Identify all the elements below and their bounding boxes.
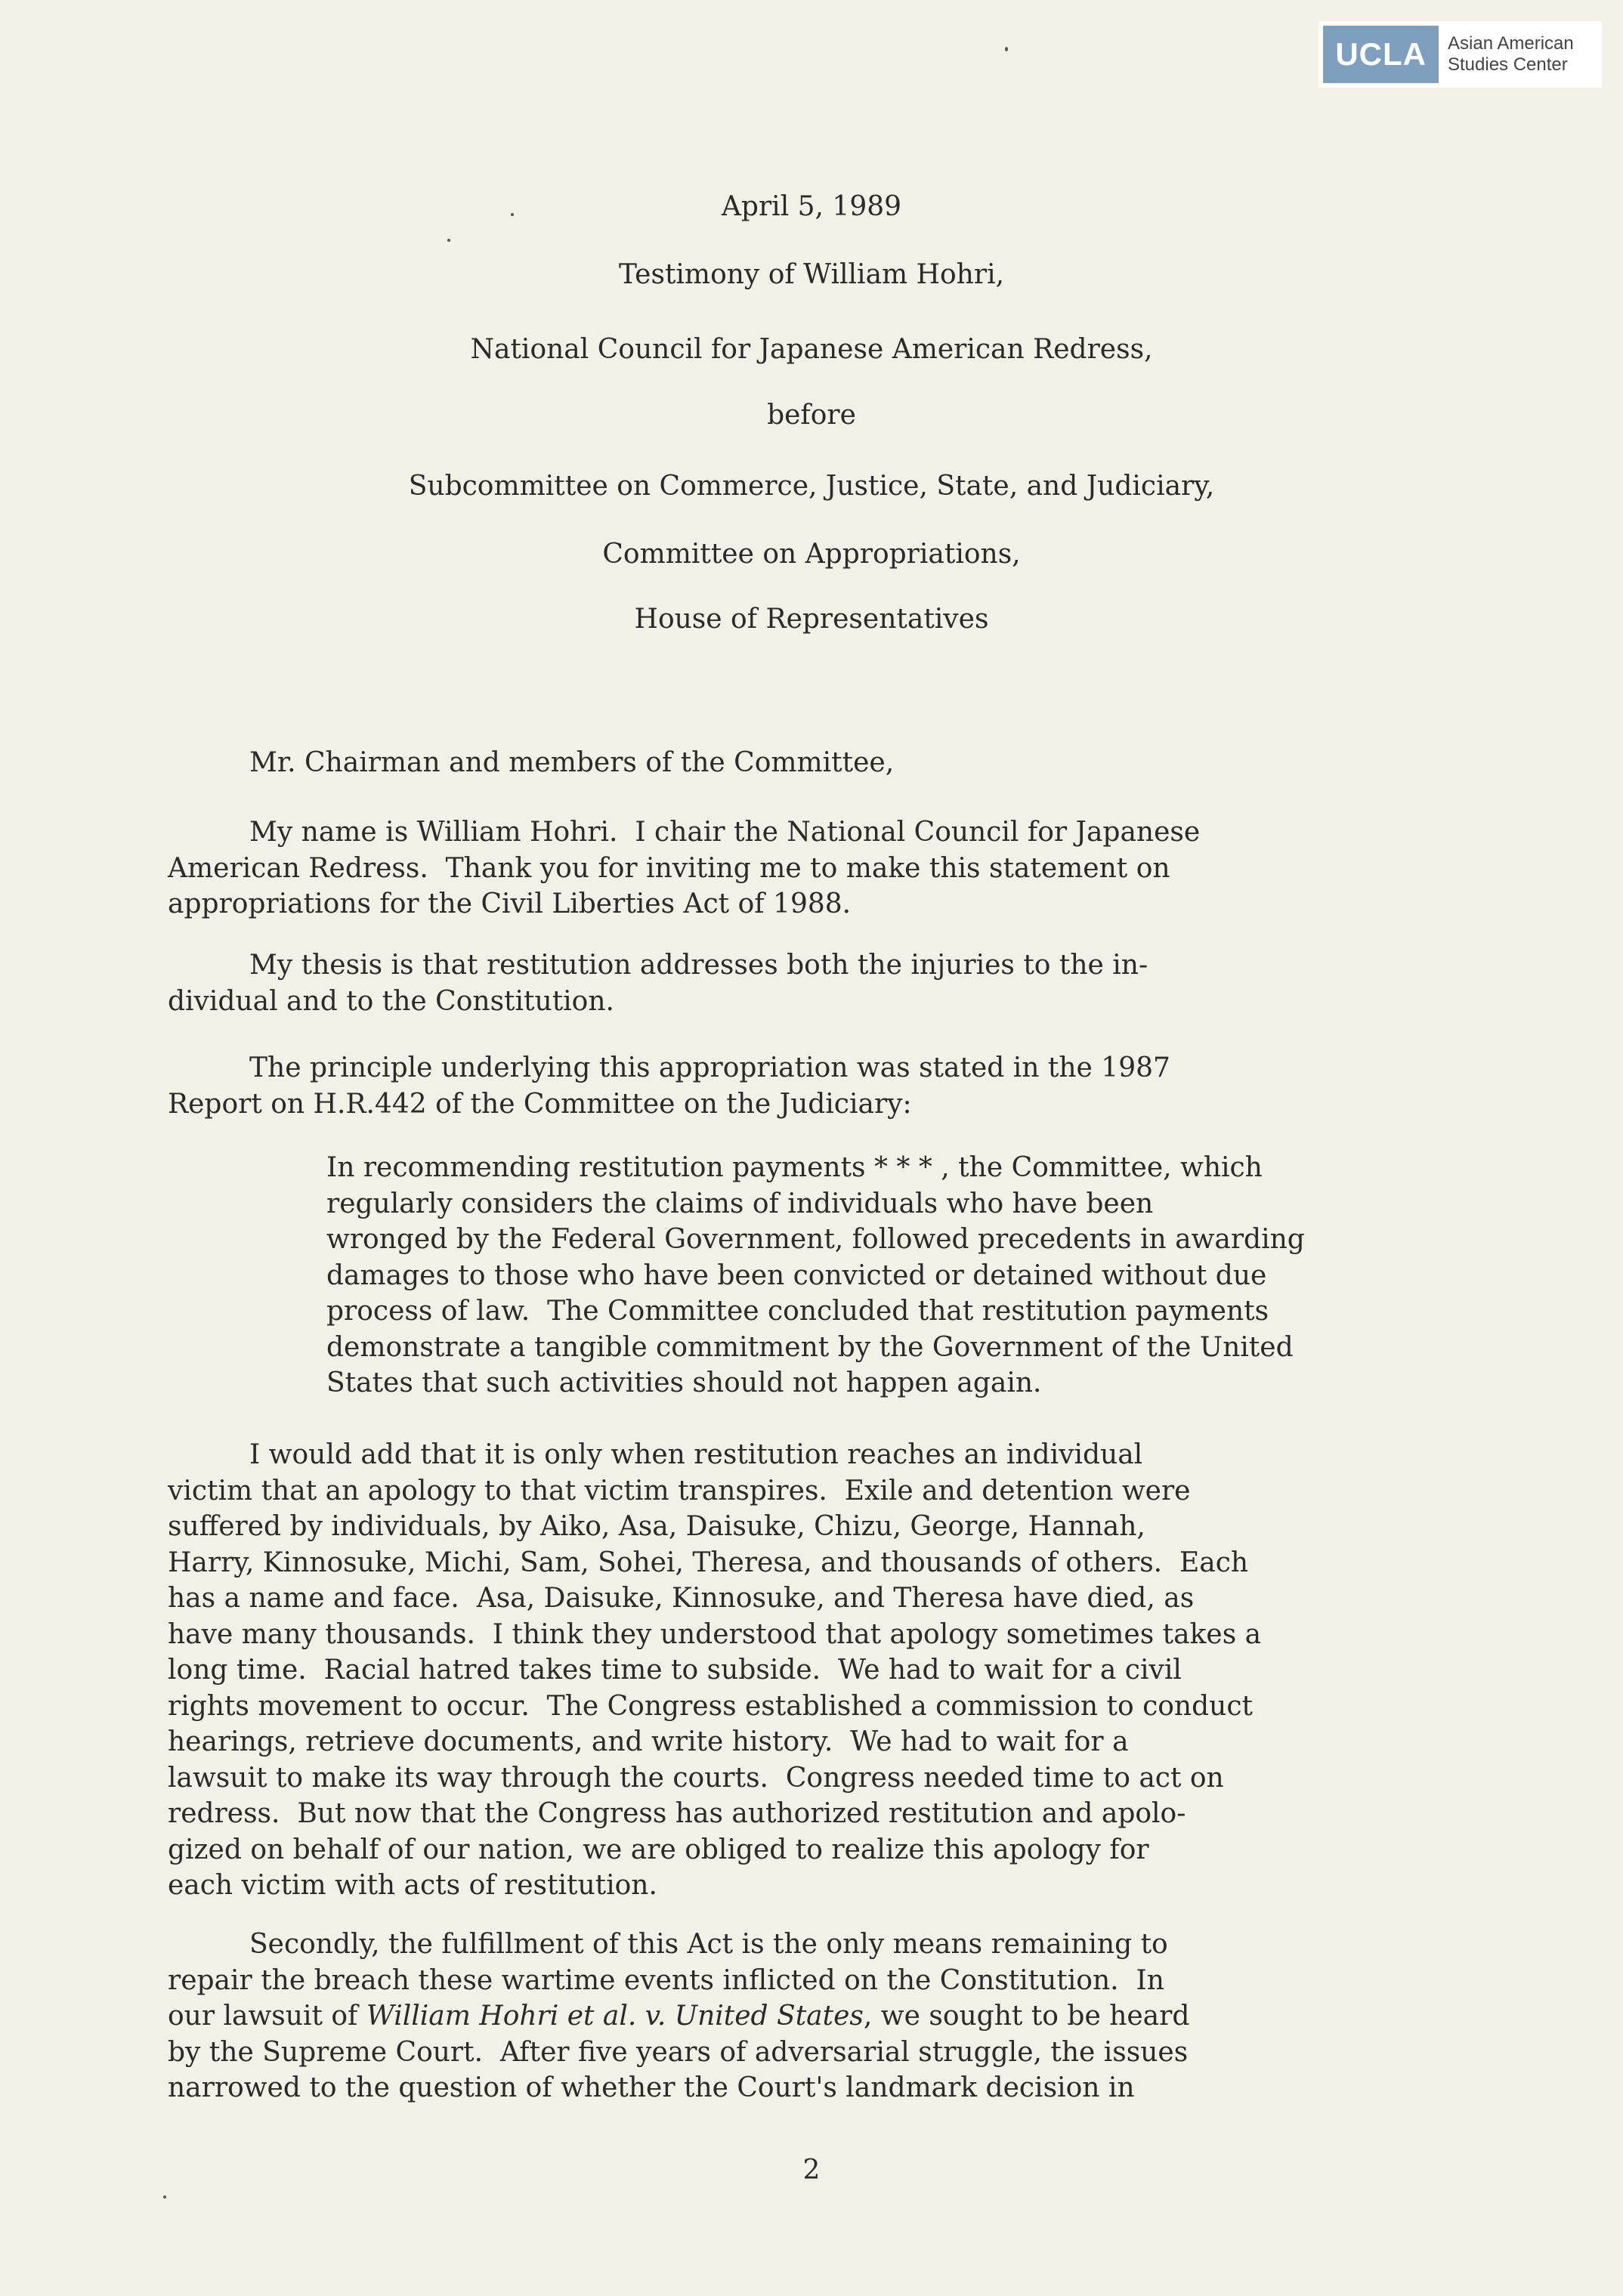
ucla-aasc-badge — [1318, 21, 1602, 88]
committee-line: Committee on Appropriations, — [602, 539, 1021, 570]
organization-line: National Council for Japanese American Redress, — [470, 334, 1153, 365]
paragraph-constitution: Secondly, the fulfillment of this Act is the only means remaining to repair the breach these wartime events inflicted on the Constitution. In our lawsuit of William Hohri et al. v. United States, we sought to be heard by the Supreme Court. After five years of adversarial struggle, the issues narrowed to the question of whether the Court's landmark decision in — [168, 1929, 1190, 2103]
subcommittee-line: Subcommittee on Commerce, Justice, State, and Judiciary, — [408, 471, 1215, 502]
house-line: House of Representatives — [634, 604, 989, 635]
paper-speck — [511, 213, 514, 216]
committee-report-quote: In recommending restitution payments * * * , the Committee, which regularly considers the claims of individuals who have been wronged by the Federal Government, followed precedents in awarding damages to those who have been convicted or detained without due process of law. The Committee concluded that restitution payments demonstrate a tangible commitment by the Government of the United States that such activities should not happen again. — [326, 1152, 1305, 1398]
paper-speck — [163, 2196, 166, 2199]
testimony-title: Testimony of William Hohri, — [618, 259, 1005, 290]
center-name: Asian American Studies Center — [1448, 33, 1574, 75]
paper-speck — [1005, 47, 1008, 51]
paragraph-intro: My name is William Hohri. I chair the National Council for Japanese American Redress. Thank you for inviting me to make this statement on appropriations for the Civil Liberties Act of 1988. — [168, 817, 1201, 919]
page-number: 2 — [802, 2155, 821, 2186]
paragraph-thesis: My thesis is that restitution addresses both the injuries to the in- dividual and to the Constitution. — [168, 950, 1148, 1017]
paragraph-principle: The principle underlying this appropriation was stated in the 1987 Report on H.R.442 of the Committee on the Judiciary: — [168, 1052, 1170, 1120]
before-line: before — [767, 400, 856, 431]
salutation: Mr. Chairman and members of the Committee, — [249, 747, 895, 778]
paragraph-restitution: I would add that it is only when restitution reaches an individual victim that an apology to that victim transpires. Exile and detention were suffered by individuals, by Aiko, Asa, Daisuke, Chizu, George, Hannah, Harry, Kinnosuke, Michi, Sam, Sohei, Theresa, and thousands of others. Each has a name and face. Asa, Daisuke, Kinnosuke, and Theresa have died, as have many thousands. I think they understood that apology sometimes takes a long time. Racial hatred takes time to subside. We had to wait for a civil rights movement to occur. The Congress established a commission to conduct hearings, retrieve documents, and write history. We had to wait for a lawsuit to make its way through the courts. Congress needed time to act on redress. But now that the Congress has authorized restitution and apolo- gized on behalf of our nation, we are obliged to realize this apology for each victim with acts of restitution. — [168, 1439, 1262, 1901]
paper-speck — [447, 239, 450, 242]
testimony-date: April 5, 1989 — [721, 191, 902, 222]
ucla-logo: UCLA — [1323, 26, 1439, 83]
case-name: William Hohri et al. v. United States — [366, 2001, 864, 2032]
